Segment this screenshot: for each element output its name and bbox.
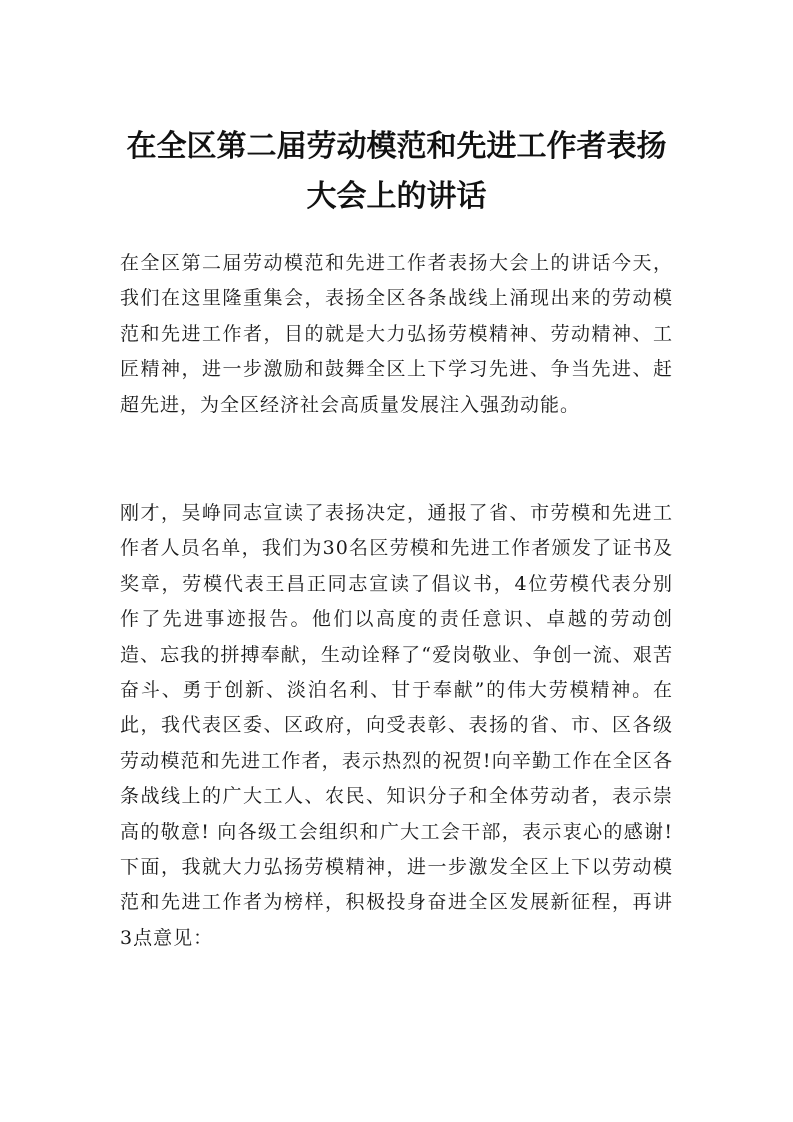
- paragraph-intro: 在全区第二届劳动模范和先进工作者表扬大会上的讲话今天，我们在这里隆重集会，表扬全区各条战线上涌现出来的劳动模范和先进工作者，目的就是大力弘扬劳模精神、劳动精神、工匠精神，进一步激励和鼓舞全区上下学习先进、争当先进、赶超先进，为全区经济社会高质量发展注入强劲动能。: [120, 252, 673, 416]
- title-line-1: 在全区第二届劳动模范和先进工作者表扬: [126, 129, 667, 164]
- document-title: [60, 122, 733, 222]
- paragraph-main: 刚才，吴峥同志宣读了表扬决定，通报了省、市劳模和先进工作者人员名单，我们为30名区劳模和先进工作者颁发了证书及奖章，劳模代表王昌正同志宣读了倡议书，4位劳模代表分别作了先进事迹报告。他们以高度的责任意识、卓越的劳动创造、忘我的拼搏奉献，生动诠释了“爱岗敬业、争创一流、艰苦奋斗、勇于创新、淡泊名利、甘于奉献”的伟大劳模精神。在此，我代表区委、区政府，向受表彰、表扬的省、市、区各级劳动模范和先进工作者，表示热烈的祝贺!向辛勤工作在全区各条战线上的广大工人、农民、知识分子和全体劳动者，表示崇高的敬意! 向各级工会组织和广大工会干部，表示衷心的感谢! 下面，我就大力弘扬劳模精神，进一步激发全区上下以劳动模范和先进工作者为榜样，积极投身奋进全区发展新征程，再讲3点意见：: [120, 502, 673, 949]
- title-line-2: 大会上的讲话: [306, 179, 487, 214]
